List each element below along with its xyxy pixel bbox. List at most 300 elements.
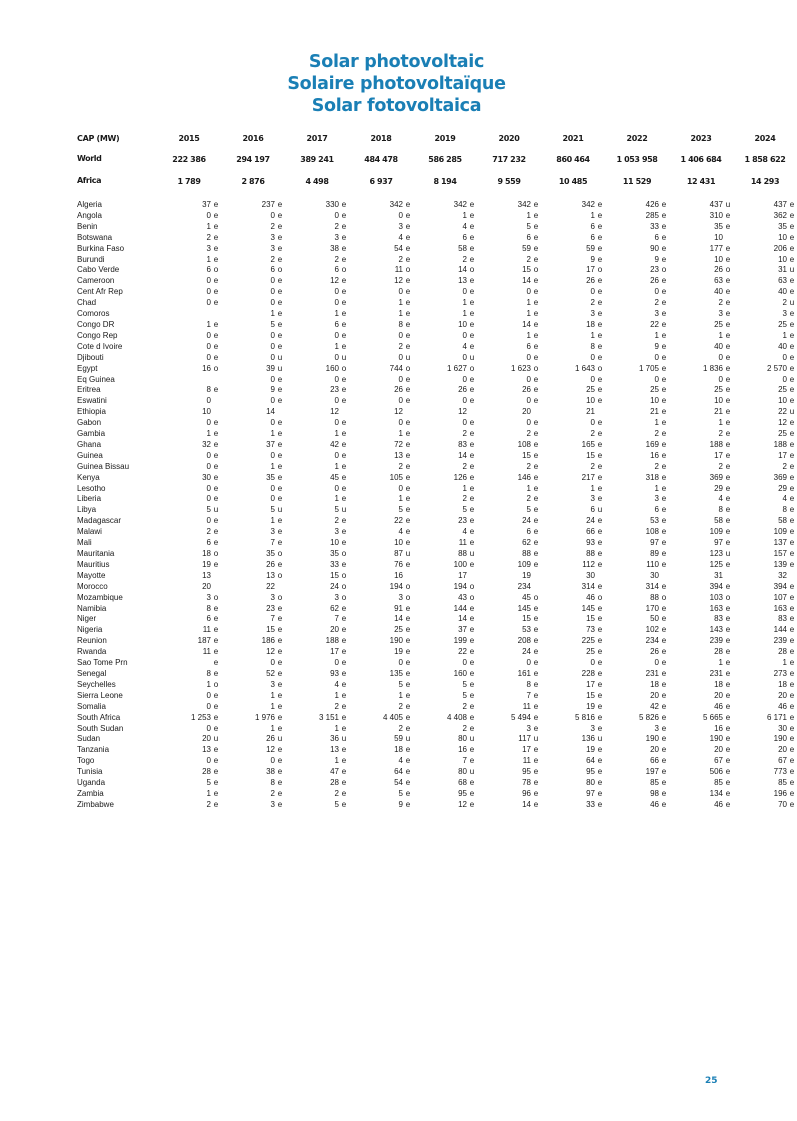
capacity-value: 6 — [526, 341, 531, 351]
country-name: Eq Guinea — [77, 374, 115, 384]
estimate-flag: e — [789, 210, 795, 220]
estimate-flag: e — [597, 559, 603, 569]
estimate-flag: e — [213, 778, 219, 788]
capacity-cell — [285, 429, 349, 440]
capacity-value: 0 — [206, 483, 211, 493]
estimate-flag: e — [597, 330, 603, 340]
capacity-value: 17 — [330, 647, 339, 657]
estimate-flag: e — [789, 614, 795, 624]
estimate-flag: e — [661, 734, 667, 744]
capacity-cell — [669, 713, 733, 724]
capacity-cell — [413, 385, 477, 396]
capacity-cell — [349, 614, 413, 625]
estimate-flag: e — [597, 636, 603, 646]
capacity-cell — [413, 462, 477, 473]
capacity-value: 87 — [394, 549, 403, 558]
estimate-flag: e — [661, 690, 667, 700]
capacity-value: 93 — [586, 538, 595, 548]
estimate-flag: e — [725, 767, 731, 777]
capacity-value: 0 — [334, 450, 339, 460]
capacity-value: 10 — [650, 396, 659, 406]
capacity-value: 32 — [778, 570, 787, 580]
capacity-value: 0 — [590, 352, 595, 362]
capacity-value: 2 — [462, 461, 467, 471]
capacity-cell — [349, 745, 413, 756]
capacity-cell — [669, 298, 733, 309]
country-name: Uganda — [77, 778, 106, 788]
estimate-flag: e — [533, 287, 539, 297]
capacity-cell — [413, 745, 477, 756]
capacity-cell — [349, 756, 413, 767]
estimate-flag: e — [469, 647, 475, 657]
capacity-cell — [349, 222, 413, 233]
capacity-cell — [669, 276, 733, 287]
country-name: Angola — [77, 210, 102, 220]
capacity-value: 33 — [650, 221, 659, 231]
capacity-value: 42 — [650, 701, 659, 711]
estimate-flag: e — [789, 581, 795, 591]
country-name: Egypt — [77, 363, 98, 373]
capacity-value: 26 — [266, 559, 275, 569]
capacity-value: 1 — [334, 429, 339, 439]
capacity-value: 0 — [398, 330, 403, 340]
estimate-flag: e — [469, 745, 475, 755]
capacity-cell — [157, 440, 221, 451]
capacity-value: 2 — [398, 461, 403, 471]
capacity-value: 25 — [714, 319, 723, 329]
estimate-flag: e — [725, 330, 731, 340]
capacity-value: 170 — [645, 603, 659, 613]
estimate-flag: e — [597, 538, 603, 548]
aggregate-value: 294 197 — [236, 154, 270, 164]
capacity-value: 1 — [270, 723, 275, 733]
table-row — [77, 636, 797, 647]
estimate-flag: e — [277, 221, 283, 231]
capacity-value: 12 — [266, 647, 275, 657]
capacity-value: 123 — [709, 549, 723, 558]
capacity-value: 0 — [206, 450, 211, 460]
capacity-value: 3 — [590, 309, 595, 319]
estimate-flag: e — [533, 330, 539, 340]
capacity-cell — [605, 200, 669, 211]
country-name: Eswatini — [77, 396, 107, 406]
capacity-value: 1 — [334, 690, 339, 700]
capacity-value: 2 — [206, 527, 211, 537]
capacity-cell — [221, 298, 285, 309]
capacity-cell — [541, 451, 605, 462]
capacity-value: 126 — [453, 472, 467, 482]
capacity-cell — [221, 375, 285, 386]
estimate-flag: e — [597, 385, 603, 395]
capacity-cell — [413, 407, 477, 418]
estimate-flag: e — [661, 701, 667, 711]
capacity-cell — [733, 494, 797, 505]
capacity-value: 1 — [270, 429, 275, 439]
capacity-cell — [733, 222, 797, 233]
capacity-value: 2 — [654, 429, 659, 439]
capacity-value: 17 — [586, 265, 595, 275]
capacity-value: 8 — [526, 679, 531, 689]
estimate-flag: e — [533, 625, 539, 635]
estimate-flag: e — [405, 232, 411, 242]
capacity-value: 0 — [526, 287, 531, 297]
estimate-flag: e — [277, 483, 283, 493]
capacity-cell — [733, 309, 797, 320]
capacity-value: 225 — [581, 636, 595, 646]
capacity-cell — [349, 767, 413, 778]
capacity-cell — [221, 385, 285, 396]
capacity-value: 2 — [462, 429, 467, 439]
capacity-value: 25 — [778, 385, 787, 395]
capacity-value: 134 — [709, 788, 723, 798]
capacity-value: 6 — [334, 265, 339, 275]
capacity-value: 394 — [709, 581, 723, 591]
capacity-value: 63 — [778, 276, 787, 286]
capacity-cell — [605, 756, 669, 767]
estimate-flag: e — [213, 614, 219, 624]
capacity-cell — [605, 680, 669, 691]
capacity-value: 2 — [718, 298, 723, 308]
capacity-cell — [285, 767, 349, 778]
estimate-flag: e — [725, 658, 731, 668]
capacity-cell — [541, 800, 605, 811]
capacity-cell — [477, 353, 541, 364]
capacity-value: 1 976 — [254, 712, 275, 722]
estimate-flag: e — [725, 636, 731, 646]
estimate-flag: e — [789, 788, 795, 798]
capacity-value: 18 — [650, 679, 659, 689]
estimate-flag: e — [725, 461, 731, 471]
capacity-value: 1 — [398, 298, 403, 308]
capacity-cell — [541, 473, 605, 484]
capacity-value: 25 — [586, 647, 595, 657]
capacity-cell — [477, 265, 541, 276]
table-row — [77, 407, 797, 418]
capacity-value: 1 — [654, 418, 659, 428]
estimate-flag: e — [469, 472, 475, 482]
capacity-value: 1 — [398, 309, 403, 319]
capacity-cell — [349, 407, 413, 418]
estimate-flag: e — [533, 745, 539, 755]
capacity-value: 85 — [714, 778, 723, 788]
estimate-flag: e — [341, 439, 347, 449]
capacity-cell — [285, 353, 349, 364]
capacity-value: 80 — [586, 778, 595, 788]
capacity-value: 330 — [325, 200, 339, 209]
estimate-flag: e — [789, 330, 795, 340]
capacity-value: 59 — [394, 734, 403, 744]
capacity-cell — [349, 713, 413, 724]
capacity-cell — [733, 429, 797, 440]
estimate-flag: e — [277, 254, 283, 264]
capacity-cell — [605, 364, 669, 375]
capacity-cell — [541, 505, 605, 516]
capacity-value: 10 — [778, 232, 787, 242]
capacity-value: 95 — [458, 788, 467, 798]
estimate-flag: e — [597, 712, 603, 722]
country-name: Sierra Leone — [77, 690, 123, 700]
estimate-flag: e — [341, 254, 347, 264]
estimate-flag: e — [533, 461, 539, 471]
table-row — [77, 505, 797, 516]
estimate-flag: e — [469, 439, 475, 449]
capacity-cell — [285, 440, 349, 451]
capacity-cell — [669, 691, 733, 702]
estimate-flag: e — [661, 603, 667, 613]
capacity-value: 0 — [206, 276, 211, 286]
capacity-cell — [413, 789, 477, 800]
capacity-value: 12 — [330, 407, 339, 417]
capacity-value: 54 — [394, 778, 403, 788]
estimate-flag: e — [789, 429, 795, 439]
estimate-flag: e — [277, 298, 283, 308]
estimate-flag: e — [277, 756, 283, 766]
capacity-value: 18 — [778, 679, 787, 689]
estimate-flag: e — [341, 756, 347, 766]
capacity-cell — [413, 527, 477, 538]
estimate-flag: u — [341, 352, 347, 362]
capacity-cell — [413, 440, 477, 451]
estimate-flag: e — [469, 788, 475, 798]
capacity-value: 1 — [526, 210, 531, 220]
capacity-value: 109 — [517, 559, 531, 569]
capacity-value: 20 — [714, 690, 723, 700]
capacity-value: 83 — [458, 439, 467, 449]
estimate-flag: u — [405, 549, 411, 558]
capacity-value: 30 — [586, 570, 595, 580]
capacity-value: 20 — [202, 581, 211, 591]
capacity-cell — [733, 625, 797, 636]
capacity-cell — [541, 429, 605, 440]
estimate-flag: e — [405, 614, 411, 624]
capacity-value: 76 — [394, 559, 403, 569]
estimate-flag: e — [341, 374, 347, 384]
estimate-flag: e — [469, 712, 475, 722]
estimate-flag: e — [533, 690, 539, 700]
estimate-flag: e — [661, 407, 667, 417]
capacity-cell — [349, 451, 413, 462]
estimate-flag: e — [725, 712, 731, 722]
capacity-cell — [477, 647, 541, 658]
capacity-cell — [221, 516, 285, 527]
capacity-cell — [733, 734, 797, 745]
capacity-cell — [221, 571, 285, 582]
estimate-flag: e — [661, 352, 667, 362]
capacity-cell — [157, 778, 221, 789]
capacity-cell — [669, 505, 733, 516]
capacity-value: 217 — [581, 472, 595, 482]
capacity-cell — [349, 375, 413, 386]
capacity-cell — [733, 396, 797, 407]
capacity-cell — [413, 669, 477, 680]
capacity-cell — [413, 451, 477, 462]
capacity-value: 33 — [586, 799, 595, 809]
estimate-flag: e — [341, 472, 347, 482]
capacity-value: 6 — [590, 232, 595, 242]
capacity-cell — [157, 473, 221, 484]
estimate-flag: e — [277, 287, 283, 297]
estimate-flag: e — [405, 309, 411, 319]
capacity-value: 0 — [270, 494, 275, 504]
capacity-cell — [477, 745, 541, 756]
capacity-cell — [413, 647, 477, 658]
estimate-flag: e — [213, 516, 219, 526]
country-name: Liberia — [77, 494, 102, 504]
capacity-cell — [541, 407, 605, 418]
capacity-cell — [349, 265, 413, 276]
estimate-flag: e — [213, 799, 219, 809]
estimate-flag: u — [277, 352, 283, 362]
capacity-cell — [285, 669, 349, 680]
estimate-flag: e — [405, 210, 411, 220]
estimate-flag: e — [213, 429, 219, 439]
estimate-flag: e — [405, 625, 411, 635]
capacity-cell — [733, 614, 797, 625]
estimate-flag: e — [533, 418, 539, 428]
capacity-cell — [541, 265, 605, 276]
estimate-flag: e — [597, 298, 603, 308]
estimate-flag: e — [725, 243, 731, 253]
estimate-flag: e — [405, 429, 411, 439]
capacity-value: 2 — [782, 298, 787, 308]
estimate-flag: e — [277, 788, 283, 798]
capacity-cell — [285, 385, 349, 396]
country-name: Libya — [77, 505, 97, 515]
capacity-cell — [541, 309, 605, 320]
capacity-value: 145 — [517, 603, 531, 613]
estimate-flag: e — [661, 788, 667, 798]
estimate-flag: e — [213, 494, 219, 504]
capacity-cell — [285, 494, 349, 505]
capacity-cell — [349, 473, 413, 484]
capacity-cell — [221, 309, 285, 320]
capacity-cell — [157, 527, 221, 538]
table-row — [77, 385, 797, 396]
estimate-flag: e — [725, 788, 731, 798]
table-row — [77, 516, 797, 527]
capacity-cell — [413, 538, 477, 549]
capacity-value: 0 — [526, 658, 531, 668]
capacity-cell — [477, 276, 541, 287]
capacity-value: 2 — [334, 788, 339, 798]
capacity-value: 0 — [270, 396, 275, 406]
capacity-value: 4 — [462, 527, 467, 537]
capacity-value: 78 — [522, 778, 531, 788]
capacity-value: 21 — [586, 407, 595, 417]
estimate-flag: e — [213, 472, 219, 482]
capacity-cell — [477, 484, 541, 495]
capacity-value: 2 — [526, 254, 531, 264]
estimate-flag: e — [789, 352, 795, 362]
estimate-flag: u — [277, 363, 283, 373]
estimate-flag: u — [341, 734, 347, 744]
capacity-value: 14 — [458, 450, 467, 460]
capacity-cell — [477, 211, 541, 222]
estimate-flag: e — [661, 418, 667, 428]
country-name: South Sudan — [77, 723, 124, 733]
estimate-flag: e — [469, 429, 475, 439]
capacity-cell — [669, 418, 733, 429]
capacity-value: 314 — [645, 581, 659, 591]
country-name: Cent Afr Rep — [77, 287, 123, 297]
capacity-cell — [157, 385, 221, 396]
capacity-cell — [733, 582, 797, 593]
capacity-cell — [733, 418, 797, 429]
estimate-flag: e — [533, 516, 539, 526]
capacity-cell — [221, 276, 285, 287]
capacity-cell — [221, 778, 285, 789]
estimate-flag: e — [533, 712, 539, 722]
capacity-cell — [349, 342, 413, 353]
country-name: Eritrea — [77, 385, 101, 395]
aggregate-row — [77, 170, 797, 192]
capacity-value: 35 — [266, 472, 275, 482]
capacity-value: 3 — [782, 309, 787, 319]
capacity-value: 4 — [398, 232, 403, 242]
estimate-flag: e — [213, 690, 219, 700]
capacity-cell — [541, 560, 605, 571]
capacity-cell — [221, 484, 285, 495]
capacity-value: 0 — [526, 374, 531, 384]
estimate-flag: e — [789, 516, 795, 526]
estimate-flag: e — [405, 527, 411, 537]
estimate-flag: e — [661, 516, 667, 526]
capacity-cell — [413, 276, 477, 287]
capacity-value: 0 — [526, 418, 531, 428]
estimate-flag: e — [661, 559, 667, 569]
estimate-flag: e — [277, 418, 283, 428]
capacity-value: 0 — [270, 287, 275, 297]
capacity-cell — [349, 462, 413, 473]
table-row — [77, 724, 797, 735]
capacity-cell — [413, 484, 477, 495]
table-row — [77, 331, 797, 342]
capacity-cell — [733, 407, 797, 418]
estimate-flag: e — [533, 668, 539, 678]
capacity-value: 19 — [394, 647, 403, 657]
capacity-cell — [477, 331, 541, 342]
capacity-value: 40 — [778, 341, 787, 351]
capacity-value: 285 — [645, 210, 659, 220]
capacity-cell — [221, 745, 285, 756]
year-header: 2020 — [498, 133, 520, 143]
capacity-cell — [733, 298, 797, 309]
estimate-flag: e — [789, 625, 795, 635]
estimate-flag: e — [469, 309, 475, 319]
capacity-value: 16 — [394, 570, 403, 580]
estimate-flag: e — [405, 472, 411, 482]
estimate-flag: e — [277, 636, 283, 646]
estimate-flag: e — [725, 385, 731, 395]
table-row — [77, 767, 797, 778]
estimate-flag: o — [661, 265, 667, 275]
capacity-cell — [605, 593, 669, 604]
capacity-value: 22 — [778, 407, 787, 417]
capacity-value: 206 — [773, 243, 787, 253]
table-row — [77, 625, 797, 636]
estimate-flag: e — [725, 745, 731, 755]
estimate-flag: e — [661, 200, 667, 209]
estimate-flag: e — [213, 439, 219, 449]
capacity-cell — [413, 494, 477, 505]
capacity-cell — [605, 494, 669, 505]
year-header: 2024 — [754, 133, 776, 143]
capacity-value: 17 — [586, 679, 595, 689]
estimate-flag: e — [533, 559, 539, 569]
capacity-cell — [157, 276, 221, 287]
capacity-value: 4 — [462, 341, 467, 351]
capacity-value: 4 — [334, 679, 339, 689]
